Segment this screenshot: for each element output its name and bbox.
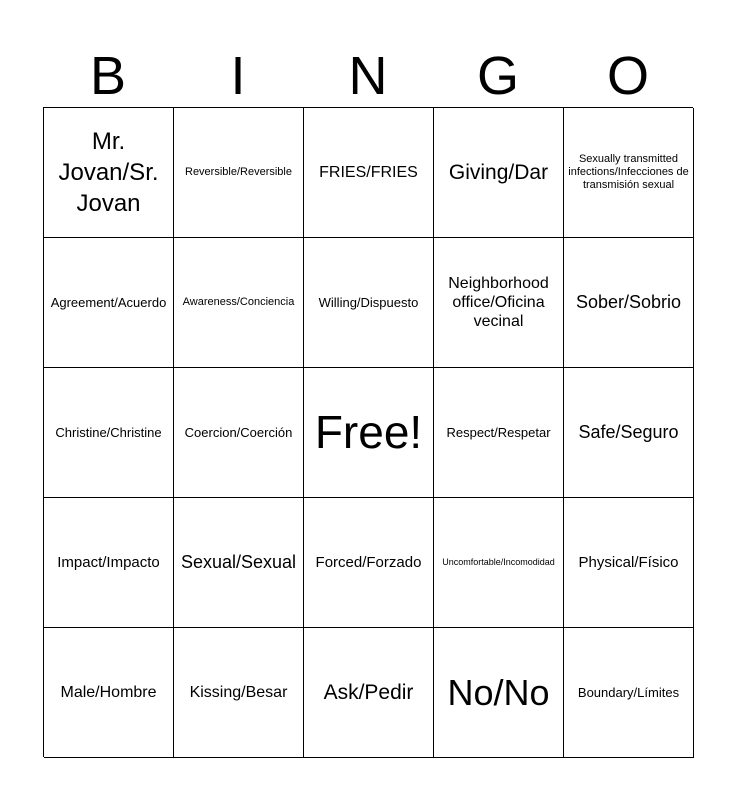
bingo-cell: Forced/Forzado [304,498,434,628]
bingo-cell: FRIES/FRIES [304,108,434,238]
bingo-cell: Giving/Dar [434,108,564,238]
bingo-cell: Impact/Impacto [44,498,174,628]
header-letter-g: G [476,46,519,106]
bingo-cell: Boundary/Límites [564,628,694,758]
bingo-cell: Sexually transmitted infections/Infecciones de transmisión sexual [564,108,694,238]
header-letter-b: B [89,46,127,106]
bingo-cell: Agreement/Acuerdo [44,238,174,368]
bingo-cell: Uncomfortable/Incomodidad [434,498,564,628]
bingo-cell: Mr. Jovan/Sr. Jovan [44,108,174,238]
bingo-cell: Respect/Respetar [434,368,564,498]
bingo-cell: Reversible/Reversible [174,108,304,238]
bingo-cell: Willing/Dispuesto [304,238,434,368]
bingo-cell: Ask/Pedir [304,628,434,758]
bingo-header [43,44,693,108]
bingo-cell: Sober/Sobrio [564,238,694,368]
bingo-cell: Coercion/Coerción [174,368,304,498]
bingo-board [43,107,693,757]
bingo-cell: No/No [434,628,564,758]
header-letter-n: N [348,46,388,106]
bingo-cell: Awareness/Conciencia [174,238,304,368]
bingo-cell: Male/Hombre [44,628,174,758]
header-letter-i: I [230,46,246,106]
bingo-cell: Christine/Christine [44,368,174,498]
bingo-cell: Sexual/Sexual [174,498,304,628]
bingo-cell: Physical/Físico [564,498,694,628]
bingo-cell: Neighborhood office/Oficina vecinal [434,238,564,368]
bingo-cell: Safe/Seguro [564,368,694,498]
bingo-cell: Kissing/Besar [174,628,304,758]
header-letter-o: O [606,46,649,106]
free-space: Free! [304,368,434,498]
